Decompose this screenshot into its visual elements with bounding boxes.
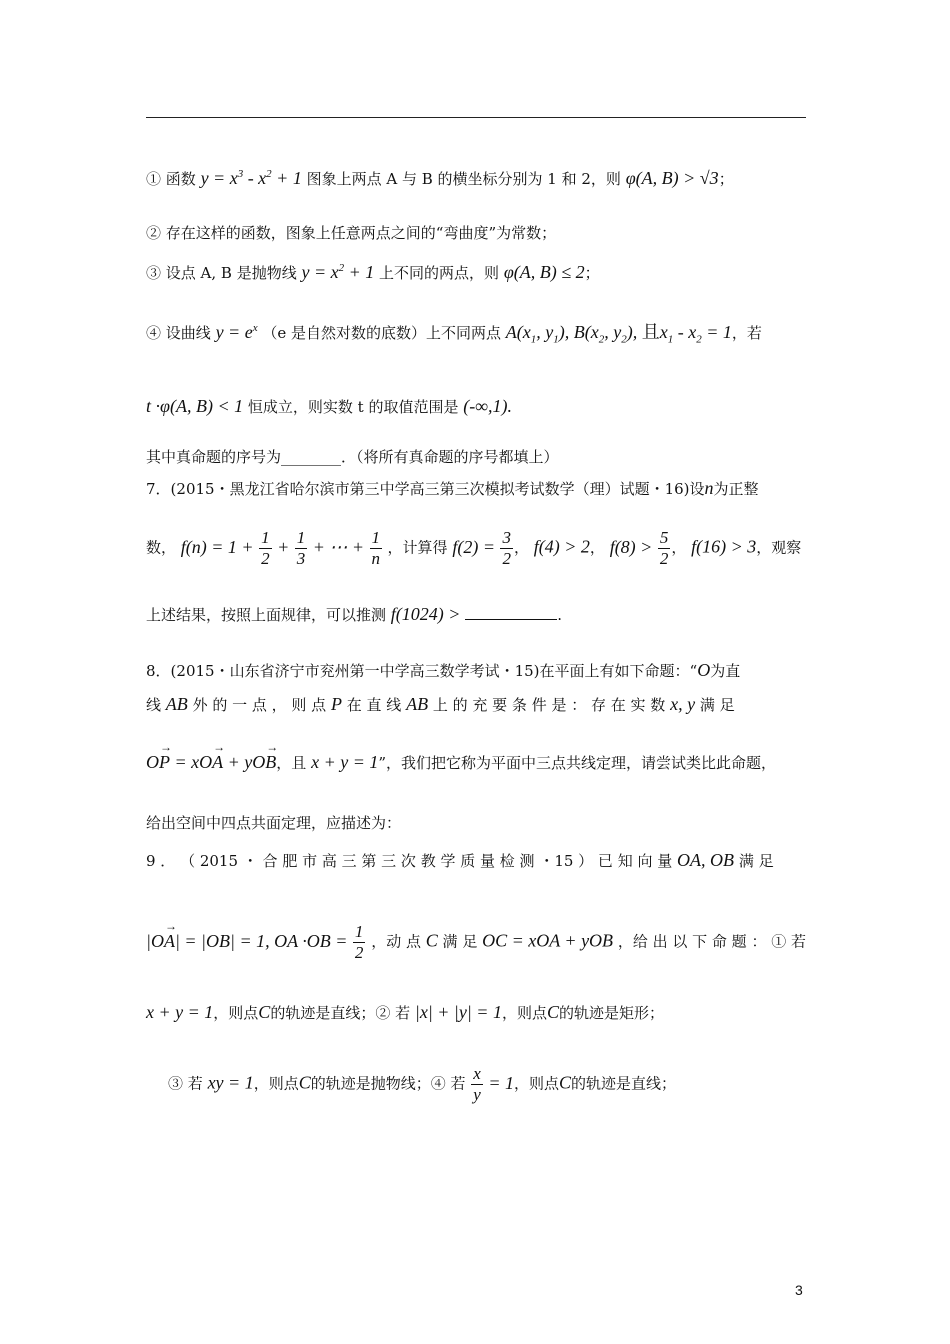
q7-observe: ，观察 (756, 538, 802, 557)
q9-p4-text: ，则点 (513, 1074, 559, 1093)
q8-line3-mid: ，且 (276, 754, 307, 772)
q8-line2-c: 在 直 线 (346, 696, 402, 714)
q9-p2-c: C (546, 1002, 559, 1022)
q7-line2: 数， f(n) = 1 + $\frac{1}{2}$ + $\frac{1}{3}$ + ⋯ + $\frac{1}{n}$ ，计算得 f(2) = $\frac{3}{2}$ ， f(4) > 2， f(8) > $\frac{5}{2}$ ， f(16) > 3，观察 (146, 528, 802, 568)
q9-cond-end: ，给 出 以 下 命 题 ： ① 若 (617, 932, 806, 951)
q7-f1024: f(1024) > (390, 604, 461, 624)
header-rule (146, 117, 806, 118)
q9-p2-eq: |x| + |y| = 1 (414, 1002, 502, 1022)
q9-cond-mid: ，动 点 (371, 932, 421, 951)
q7-fdef: f(n) = 1 + $\frac{1}{2}$ + $\frac{1}{3}$ + ⋯ + $\frac{1}{n}$ (180, 528, 381, 568)
q9-p3-start: ③ 若 (168, 1074, 203, 1093)
q9-c: C (425, 930, 438, 951)
item3-formula: $y = x^2 + 1$ (301, 262, 375, 282)
q8-ab-2: AB (406, 694, 429, 714)
item4-cont-formula: t ·φ(A, B) < 1 (146, 396, 244, 416)
item-3 (146, 262, 814, 283)
q8-p: P (330, 694, 342, 714)
item-4-cont (146, 396, 814, 417)
q8-o: O (697, 660, 711, 680)
q8-line2-e: 满 足 (699, 696, 735, 714)
item3-end: φ(A, B) ≤ 2 (503, 262, 585, 282)
q8-line2 (146, 694, 814, 715)
q7-line3-text: 上述结果，按照上面规律，可以推测 (146, 606, 387, 624)
item3-semicolon: ； (584, 264, 600, 282)
q9-header-text: 9 ． （ 2015 ・ 合 肥 市 高 三 第 三 次 教 学 质 量 检 测 ・15 ） 已 知 向 量 (146, 852, 673, 870)
q9-line2 (146, 922, 814, 963)
item4-cont-end: (-∞,1). (463, 396, 513, 416)
q9-p3-c: C (298, 1072, 311, 1093)
q7-header-text: 7．(2015・黑龙江省哈尔滨市第三中学高三第三次模拟考试数学（理）试题・16)设 (146, 480, 705, 498)
q7-var-n: n (704, 478, 714, 498)
q9-line4 (168, 1064, 836, 1105)
item4-mid: （e 是自然对数的底数）上不同两点 (262, 324, 502, 342)
q9-cond-mid2: 满 足 (442, 932, 478, 951)
item1-semicolon: ； (718, 170, 734, 188)
q7-line2-start: 数， (146, 538, 177, 557)
q9-p1-end: 的轨迹是直线；② 若 (270, 1004, 411, 1022)
q8-line2-a: 线 (146, 696, 162, 714)
item4-points: $A(x_1$, $y_1$), $B(x_2$, $y_2$), 且$x_1 - x_2 = 1$ (505, 322, 732, 346)
q9-header-end: 满 足 (738, 852, 774, 870)
q9-p3-end: 的轨迹是抛物线；④ 若 (310, 1074, 466, 1093)
item1-formula: $y = x^3 - x^2 + 1$ (200, 168, 302, 188)
q9-p4-c: C (559, 1072, 572, 1093)
q7-line3: 上述结果，按照上面规律，可以推测 f(1024) > . (146, 604, 562, 624)
q8-line2-d: 上 的 充 要 条 件 是 ： 存 在 实 数 (432, 696, 666, 714)
q7-answer-blank (465, 605, 557, 620)
q9-oa-ob: OA, OB (677, 850, 735, 870)
q8-line2-b: 外 的 一 点 ， 则 点 (192, 696, 327, 714)
item4-cont-mid: 恒成立，则实数 t 的取值范围是 (247, 398, 459, 416)
q9-p1-eq: x + y = 1 (146, 1002, 214, 1022)
q8-ab: AB (165, 694, 188, 714)
q8-header (146, 660, 814, 681)
q9-p2-end: 的轨迹是矩形； (558, 1004, 664, 1022)
item1-prefix: ① 函数 (146, 170, 196, 188)
q8-line3 (146, 752, 814, 773)
q9-p3-text: ，则点 (253, 1074, 299, 1093)
item4-prefix: ④ 设曲线 (146, 324, 211, 342)
q8-header-text: 8．(2015・山东省济宁市兖州第一中学高三数学考试・15)在平面上有如下命题：“ (146, 662, 698, 680)
q9-oc-eq: OC = xOA + yOB (482, 930, 614, 951)
q8-xy: x, y (670, 694, 696, 714)
item4-if: ，若 (731, 324, 762, 342)
item-2: ② 存在这样的函数，图象上任意两点之间的“弯曲度”为常数； (146, 224, 557, 242)
q7-header (146, 478, 814, 499)
q9-cond: |→ OA| = |OB| = 1, OA ·OB = $\frac{1}{2}$ (146, 931, 366, 951)
q7-header-end: 为正整 (713, 480, 759, 498)
q9-p4-eq: $\frac{x}{y}$ = 1 (473, 1064, 514, 1104)
item3-prefix: ③ 设点 A, B 是抛物线 (146, 264, 297, 282)
item1-mid: 图象上两点 A 与 B 的横坐标分别为 1 和 2，则 (306, 170, 621, 188)
page-number: 3 (795, 1282, 803, 1298)
q9-p4-end: 的轨迹是直线； (571, 1074, 677, 1093)
item3-mid: 上不同的两点，则 (379, 264, 500, 282)
q8-header-end: 为直 (710, 662, 741, 680)
q7-f8: f(8) > $\frac{5}{2}$ (609, 528, 669, 568)
q9-header (146, 850, 814, 871)
q7-calc: ，计算得 (387, 538, 448, 557)
q8-vec-eq: → OP = x→ OA + y→ OB (146, 752, 276, 772)
q9-p1-text: ，则点 (213, 1004, 259, 1022)
fill-line: 其中真命题的序号为________．（将所有真命题的序号都填上） (146, 448, 559, 466)
q9-p1-c: C (258, 1002, 271, 1022)
item-1 (146, 168, 814, 189)
q8-line4: 给出空间中四点共面定理，应描述为： (146, 814, 402, 832)
q9-line3 (146, 1002, 814, 1023)
q8-sum-eq: x + y = 1 (311, 752, 379, 772)
item-4 (146, 318, 814, 346)
q7-f2: f(2) = $\frac{3}{2}$ (452, 528, 511, 568)
q7-f16: f(16) > 3 (691, 536, 757, 557)
item4-formula: $y = e^x$ (215, 322, 258, 342)
item1-end: φ(A, B) > √3 (625, 168, 719, 188)
q9-p2-text: ，则点 (501, 1004, 547, 1022)
q9-p3-eq: xy = 1 (207, 1072, 254, 1093)
q8-line3-end: ”，我们把它称为平面中三点共线定理，请尝试类比此命题， (378, 754, 777, 772)
q7-f4: f(4) > 2 (533, 536, 590, 557)
